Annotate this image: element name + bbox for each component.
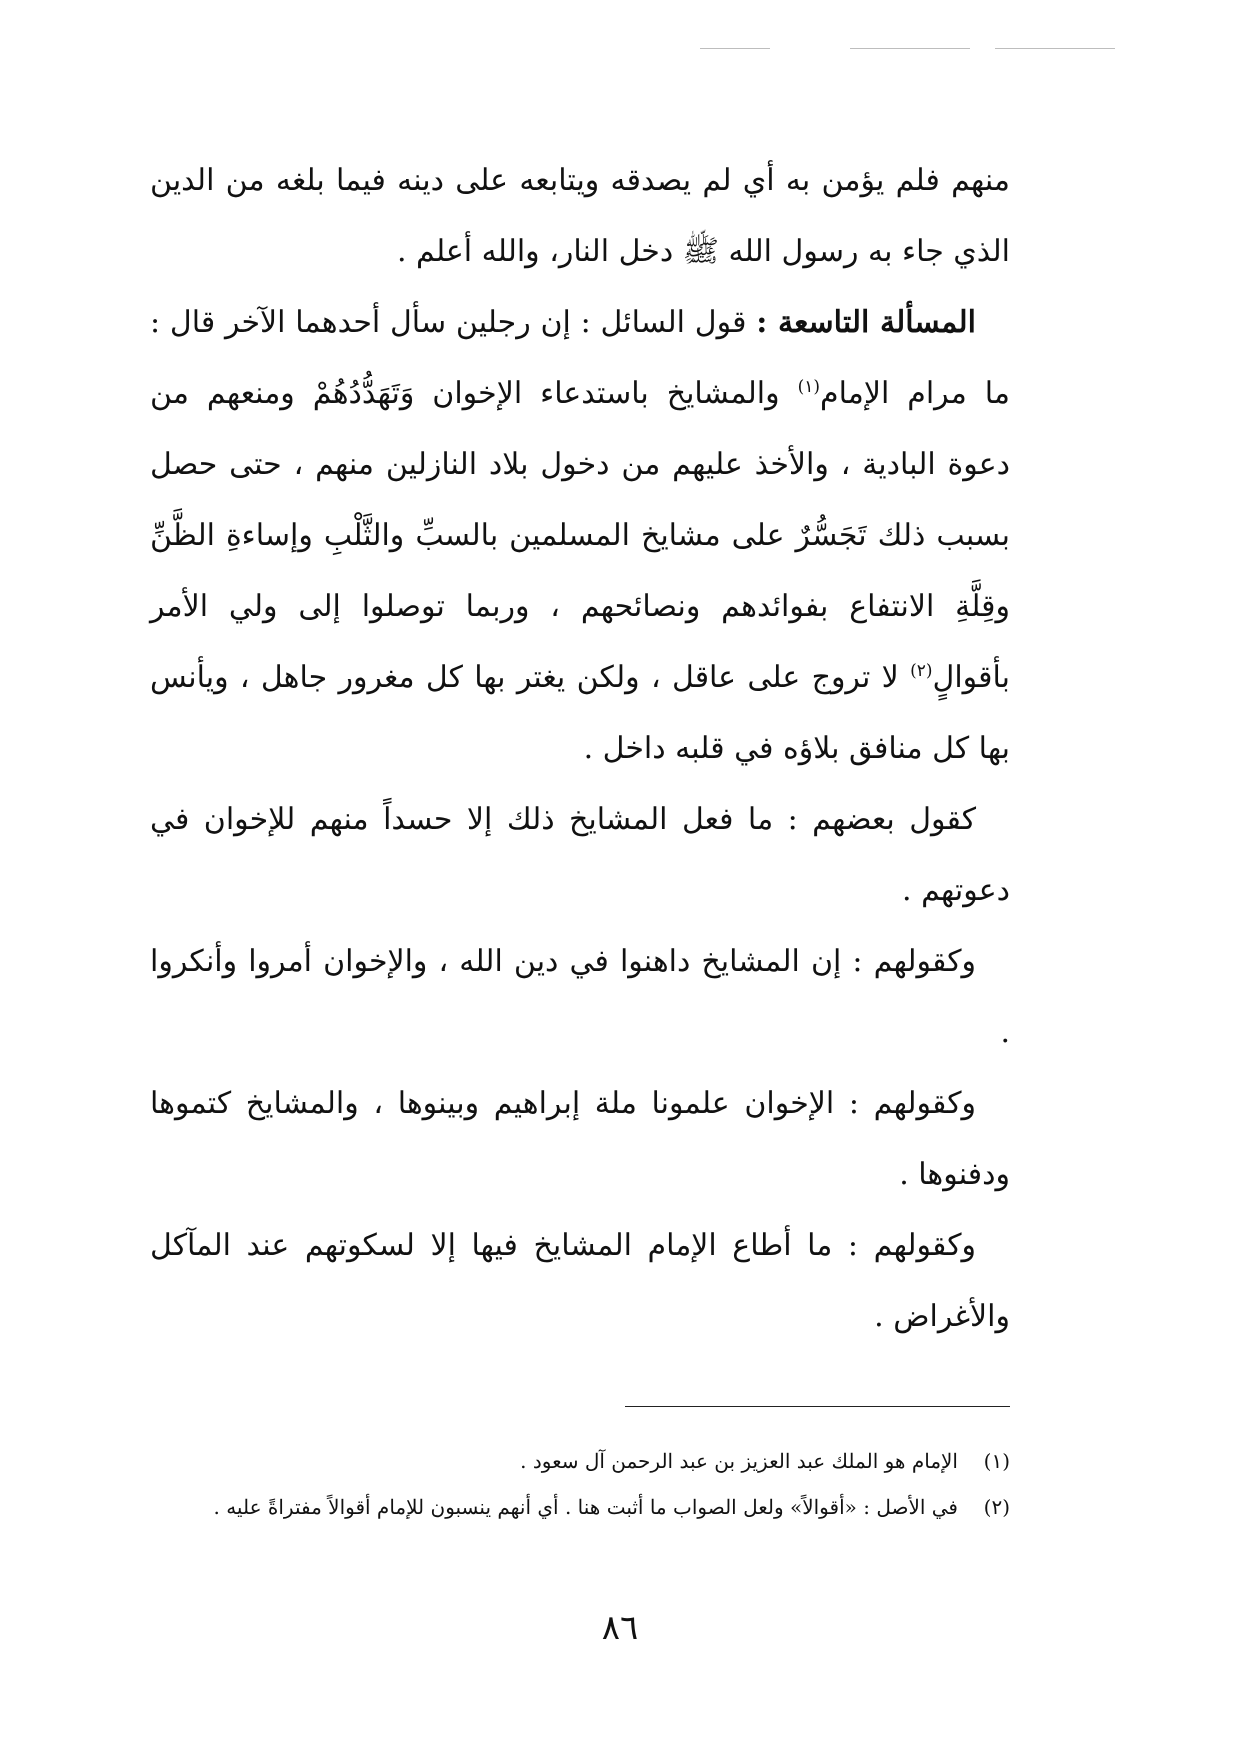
paragraph-2	[150, 287, 1010, 784]
paragraph-text: والمشايخ باستدعاء الإخوان وَتَهَدُّدُهُمْ ومنعهم من دعوة البادية ، والأخذ عليهم من دخول بلاد النازلين منهم ، حتى حصل بسبب ذلك تَجَسُّرٌ على مشايخ المسلمين بالسبِّ والثَّلْبِ وإساءةِ الظَّنِّ وقِلَّةِ الانتفاع بفوائدهم ونصائحهم ، وربما توصلوا إلى ولي الأمر بأقوالٍ	[150, 376, 1010, 695]
footnotes	[150, 1438, 1010, 1530]
footnote-text: في الأصل : «أقوالاً» ولعل الصواب ما أثبت هنا . أي أنهم ينسبون للإمام أقوالاً مفتراةً عليه .	[213, 1495, 958, 1519]
footnote-ref-2[interactable]: (٢)	[910, 661, 933, 681]
paragraph-1	[150, 145, 1010, 287]
paragraph-5	[150, 1068, 1010, 1210]
footnote-2	[150, 1484, 1010, 1530]
paragraph-text: كقول بعضهم : ما فعل المشايخ ذلك إلا حسداً منهم للإخوان في دعوتهم .	[150, 802, 1010, 908]
paragraph-text: لا تروج على عاقل ، ولكن يغتر بها كل مغرور جاهل ، ويأنس بها كل منافق بلاؤه في قلبه داخل .	[150, 660, 1010, 766]
page-body	[150, 145, 1010, 1352]
paragraph-text: وكقولهم : إن المشايخ داهنوا في دين الله ، والإخوان أمروا وأنكروا .	[150, 944, 1010, 1050]
paragraph-4	[150, 926, 1010, 1068]
scan-mark	[995, 48, 1115, 49]
paragraph-text: وكقولهم : الإخوان علمونا ملة إبراهيم وبينوها ، والمشايخ كتموها ودفنوها .	[150, 1086, 1010, 1192]
paragraph-text: وكقولهم : ما أطاع الإمام المشايخ فيها إلا لسكوتهم عند المآكل والأغراض .	[150, 1228, 1010, 1334]
paragraph-text: منهم فلم يؤمن به أي لم يصدقه ويتابعه على دينه فيما بلغه من الدين الذي جاء به رسول الله ﷺ دخل النار، والله أعلم .	[150, 163, 1010, 269]
footnote-number: (١)	[983, 1449, 1010, 1473]
scan-mark	[850, 48, 970, 49]
footnote-ref-1[interactable]: (١)	[797, 377, 821, 397]
footnote-text: الإمام هو الملك عبد العزيز بن عبد الرحمن آل سعود .	[520, 1449, 958, 1473]
section-heading: المسألة التاسعة :	[756, 305, 976, 340]
footnote-number: (٢)	[983, 1495, 1010, 1519]
page-number: ٨٦	[601, 1608, 639, 1648]
paragraph-6	[150, 1210, 1010, 1352]
footnote-separator	[625, 1406, 1010, 1407]
scan-mark	[700, 48, 770, 49]
footnote-1	[150, 1438, 1010, 1484]
paragraph-3	[150, 784, 1010, 926]
paragraph-text: قول السائل : إن رجلين سأل أحدهما الآخر قال : ما مرام الإمام	[150, 305, 1010, 411]
